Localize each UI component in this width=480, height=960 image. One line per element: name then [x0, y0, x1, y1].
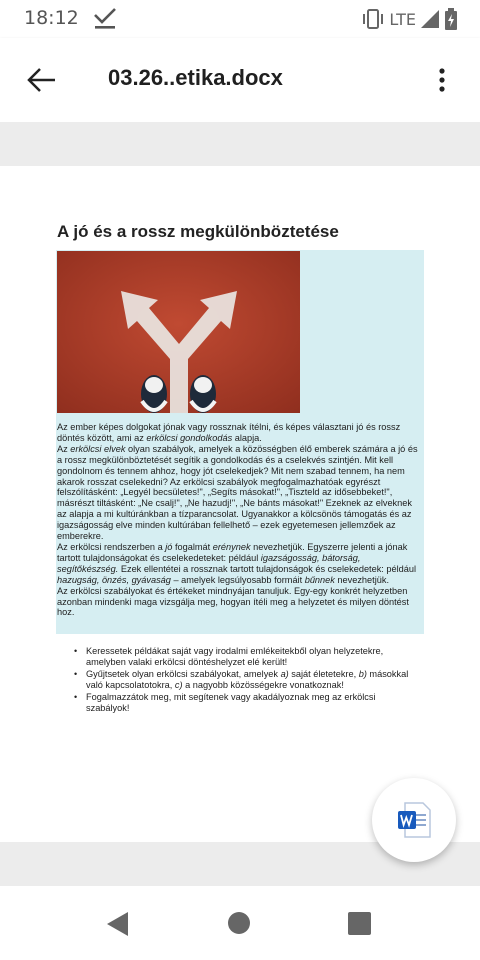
more-options-button[interactable] — [432, 60, 452, 100]
document-title: 03.26..etika.docx — [108, 65, 283, 90]
back-button[interactable] — [22, 60, 62, 100]
document-body — [57, 422, 423, 618]
list-item: • Gyűjtsetek olyan erkölcsi szabályokat, amelyek a) saját életetekre, b) másokkal való kapcsolatotokra, c) a nagyobb közösségekre vonatkoznak! — [72, 669, 412, 691]
back-arrow-icon — [27, 67, 57, 93]
nav-recents-icon[interactable] — [348, 912, 371, 935]
document-page — [0, 166, 480, 842]
download-done-icon — [92, 6, 118, 30]
paragraph-2: Az erkölcsi elvek olyan szabályok, amelyek a közösségben élő emberek számára a jó és a rossz megkülönböztetését segítik a gondolkodás és a cselekvés szintjén. Mit kell gondolnom és tennem ahhoz, hogy jót cselekedjek? Mit nem szabad tennem, ha nem akarok rosszat cselekedni? Az erkölcsi szabályok megfogalmazhatóak egyrészt felszólításként: „Legyél becsületes!", „Segíts másokat!", „Tiszteld az idősebbeket!", másrészt tiltásként: „Ne csalj!", „Ne hazudj!", „Ne bánts másokat!" Ezeknek az elveknek az alapja a mi kultúránkban a tízparancsolat. Ugyanakkor a kölcsönös támogatás és az igazságosság elve minden kultúrában fellelhető – ezek egyetemesen jellemzőek az emberekre. — [57, 443, 418, 542]
status-icons — [361, 8, 458, 30]
paragraph-1: Az ember képes dolgokat jónak vagy rossznak ítélni, és képes választani jó és rossz döntés között, ami az erkölcsi gondolkodás alapja. — [57, 422, 401, 443]
status-time: 18:12 — [24, 7, 79, 29]
task-list — [72, 646, 412, 715]
navigation-bar — [0, 886, 480, 960]
status-bar — [0, 0, 480, 38]
app-bar — [0, 38, 480, 122]
word-app-icon — [397, 802, 431, 838]
document-viewer[interactable] — [0, 122, 480, 886]
paragraph-3: Az erkölcsi rendszerben a jó fogalmát erénynek nevezhetjük. Egyszerre jelenti a jónak tartott tulajdonságokat és cselekedeteket: például igazságosság, bátorság, segítőkészség. Ezek ellentétei a rossznak tartott tulajdonságok és cselekedetek: például hazugság, önzés, gyávaság – amelyek legsúlyosabb formáit bűnnek nevezhetjük. — [57, 541, 417, 585]
list-item: • Keressetek példákat saját vagy irodalmi emlékeitekből olyan helyzetekre, amelyben valaki erkölcsi döntéshelyzet elé került! — [72, 646, 412, 668]
open-in-word-button[interactable] — [372, 778, 456, 862]
signal-icon — [420, 9, 440, 29]
list-item: • Fogalmazzátok meg, mit segítenek vagy akadályoznak meg az erkölcsi szabályok! — [72, 692, 412, 714]
nav-back-icon[interactable] — [106, 911, 130, 937]
more-vert-icon — [439, 68, 445, 92]
nav-home-icon[interactable] — [228, 912, 250, 934]
paragraph-4: Az erkölcsi szabályokat és értékeket mindnyájan tanuljuk. Egy-egy konkrét helyzetben azonban mindenki maga vizsgálja meg, hogyan ítéli meg a helyzetet és milyen döntést hoz. — [57, 585, 409, 618]
battery-charging-icon — [444, 8, 458, 30]
network-type: LTE — [389, 9, 416, 29]
vibrate-icon — [361, 9, 385, 29]
arrows-road-sneakers-photo — [57, 251, 300, 413]
document-heading: A jó és a rossz megkülönböztetése — [57, 222, 339, 241]
